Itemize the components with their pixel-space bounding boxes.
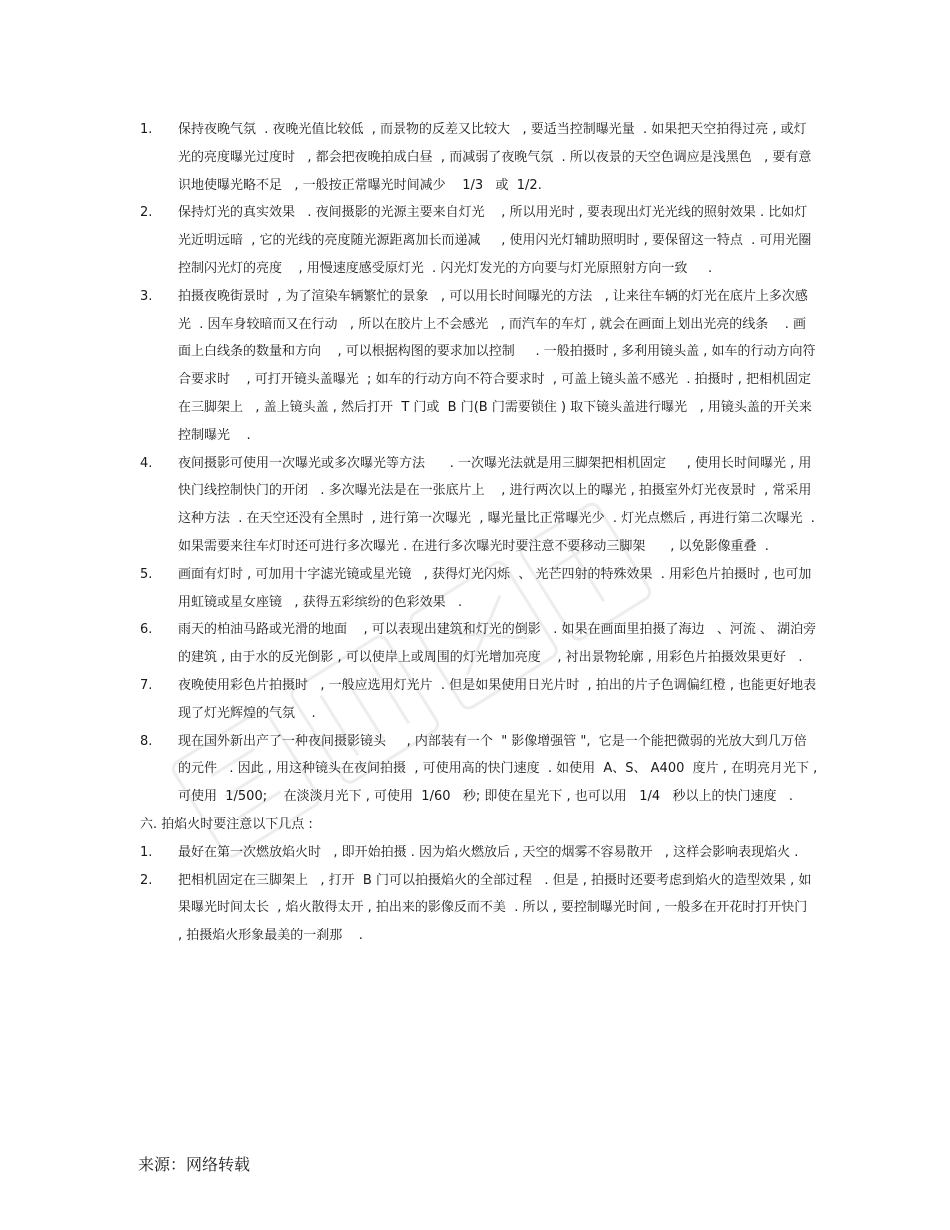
- list-item: [138, 199, 818, 282]
- list-item: [138, 616, 818, 672]
- list-number: 4.: [140, 455, 153, 471]
- list-number: 2.: [140, 205, 153, 221]
- list-item: [138, 867, 824, 950]
- list-number: 8.: [140, 733, 153, 749]
- list-text: 最好在第一次燃放焰火时 , 即开始拍摄 . 因为焰火燃放后 , 天空的烟雾不容易散开 , 这样会影响表现焰火 .: [178, 844, 799, 860]
- list-text: 把相机固定在三脚架上 , 打开 B 门可以拍摄焰火的全部过程 . 但是 , 拍摄时还要考虑到焰火的造型效果 , 如果曝光时间太长 , 焰火散得太开 , 拍出来的影像反而不美 . 所以 , 要控制曝光时间 , 一般多在开花时打开快门 , 拍摄焰火形象最美的一刹那 .: [178, 872, 824, 944]
- list-number: 5.: [140, 566, 153, 582]
- list-number: 2.: [140, 872, 153, 888]
- source-attribution: 来源：网络转载: [138, 1155, 251, 1174]
- list-item: [138, 672, 818, 728]
- list-item: [138, 839, 818, 867]
- list-number: 6.: [140, 622, 153, 638]
- article-body: [138, 116, 824, 950]
- list-text: 夜晚使用彩色片拍摄时 , 一般应选用灯光片 . 但是如果使用日光片时 , 拍出的片子色调偏红橙 , 也能更好地表现了灯光辉煌的气氛 .: [178, 677, 817, 721]
- list-text: 拍摄夜晚街景时 , 为了渲染车辆繁忙的景象 , 可以用长时间曝光的方法 , 让来往车辆的灯光在底片上多次感光 . 因车身较暗而又在行动 , 所以在胶片上不会感光 , 而汽车的车灯 , 就会在画面上划出光亮的线条 . 画面上白线条的数量和方向 , 可以根据构图的要求加以控制 . 一般拍摄时 , 多利用镜头盖 , 如车的行动方向符合要求时 , 可打开镜头盖曝光 ; 如车的行动方向不符合要求时 , 可盖上镜头盖不感光 . 拍摄时 , 把相机固定在三脚架上 , 盖上镜头盖 , 然后打开 T 门或 B 门(B 门需要锁住 ) 取下镜头盖进行曝光 , 用镜头盖的开关来控制曝光 .: [178, 288, 816, 443]
- list-item: [138, 116, 818, 199]
- list-text: 保持灯光的真实效果 . 夜间摄影的光源主要来自灯光 , 所以用光时 , 要表现出灯光光线的照射效果 . 比如灯光近明远暗 , 它的光线的亮度随光源距离加长而递减 , 使用闪光灯辅助照明时 , 要保留这一特点 . 可用光圈控制闪光灯的亮度 , 用慢速度感受原灯光 . 闪光灯发光的方向要与灯光原照射方向一致 .: [178, 205, 812, 276]
- list-item: [138, 283, 818, 450]
- list-text: 雨天的柏油马路或光滑的地面 , 可以表现出建筑和灯光的倒影 . 如果在画面里拍摄了海边 、河流 、 湖泊旁的建筑 , 由于水的反光倒影 , 可以使岸上或周围的灯光增加亮度 , 衬出景物轮廓 , 用彩色片拍摄效果更好 .: [178, 622, 817, 666]
- list-number: 3.: [140, 288, 153, 304]
- list-item: [138, 450, 818, 561]
- list-text: 保持夜晚气氛 . 夜晚光值比较低 , 而景物的反差又比较大 , 要适当控制曝光量 . 如果把天空拍得过亮 , 或灯光的亮度曝光过度时 , 都会把夜晚拍成白昼 , 而减弱了夜晚气氛 . 所以夜景的天空色调应是浅黑色 , 要有意识地使曝光略不足 , 一般按正常曝光时间减少 1/3 或 1/2.: [178, 122, 812, 193]
- list-item: [138, 561, 818, 617]
- list-number: 7.: [140, 677, 153, 693]
- section-heading: 六. 拍焰火时要注意以下几点 :: [140, 816, 313, 832]
- list-number: 1.: [140, 844, 153, 860]
- list-text: 画面有灯时 , 可加用十字滤光镜或星光镜 , 获得灯光闪烁 、 光芒四射的特殊效果 . 用彩色片拍摄时 , 也可加用虹镜或星女座镜 , 获得五彩缤纷的色彩效果 .: [178, 566, 812, 610]
- list-item: [138, 728, 822, 811]
- list-number: 1.: [140, 122, 153, 137]
- list-text: 现在国外新出产了一种夜间摄影镜头 , 内部装有一个 " 影像增强管 ", 它是一个能把微弱的光放大到几万倍的元件 . 因此 , 用这种镜头在夜间拍摄 , 可使用高的快门速度 . 如使用 A、S、 A400 度片 , 在明亮月光下 , 可使用 1/500; 在淡淡月光下 , 可使用 1/60 秒; 即使在星光下 , 也可以用 1/4 秒以上的快门速度 .: [178, 733, 822, 805]
- list-text: 夜间摄影可使用一次曝光或多次曝光等方法 . 一次曝光法就是用三脚架把相机固定 , 使用长时间曝光 , 用快门线控制快门的开闭 . 多次曝光法是在一张底片上 , 进行两次以上的曝光 , 拍摄室外灯光夜景时 , 常采用这种方法 . 在天空还没有全黑时 , 进行第一次曝光 , 曝光量比正常曝光少 . 灯光点燃后 , 再进行第二次曝光 . 如果需要来往车灯时还可进行多次曝光 . 在进行多次曝光时要注意不要移动三脚架 , 以免影像重叠 .: [178, 455, 820, 554]
